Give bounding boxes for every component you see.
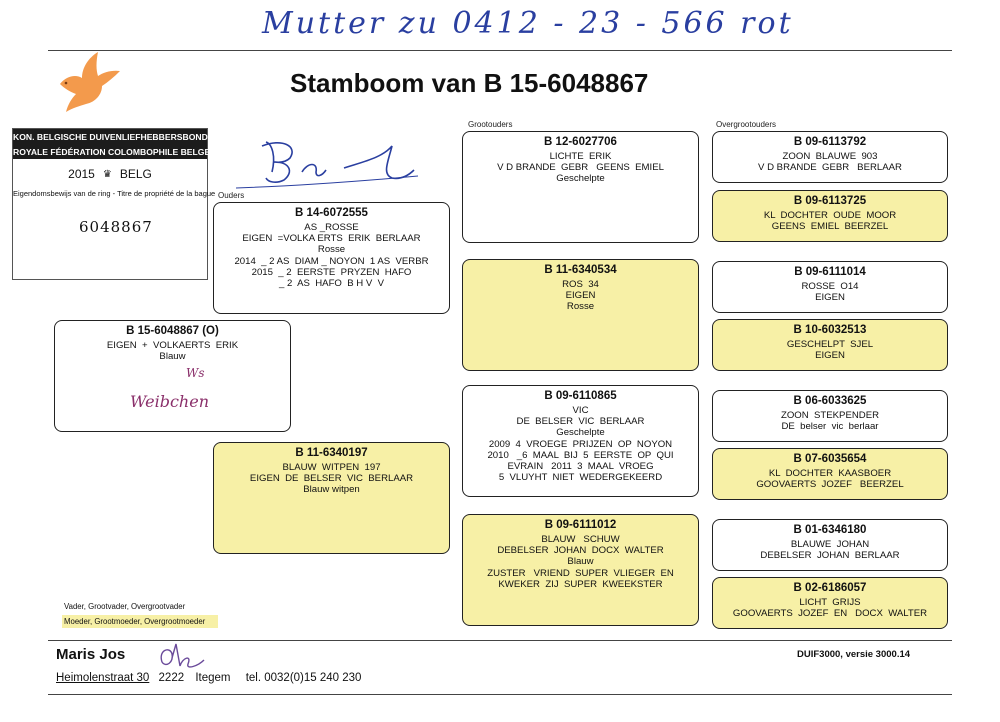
ring-number: 6048867 xyxy=(79,218,153,236)
pedigree-line: DEBELSER JOHAN DOCX WALTER xyxy=(497,545,664,557)
pedigree-line: AS _ROSSE xyxy=(304,222,359,233)
pedigree-ring: B 09-6113725 xyxy=(793,195,867,207)
pedigree-line: KWEKER ZIJ SUPER KWEEKSTER xyxy=(498,578,663,590)
pedigree-line: Geschelpte xyxy=(556,427,605,439)
pedigree-line: 2010 _6 MAAL BIJ 5 EERSTE OP QUI xyxy=(487,449,674,461)
pedigree-line: ROS 34 xyxy=(562,279,599,290)
pedigree-line: DE belser vic berlaar xyxy=(781,421,879,433)
great-grandparent-4[interactable] xyxy=(712,319,948,371)
pedigree-line: LICHT GRIJS xyxy=(799,597,861,608)
label-ouders: Ouders xyxy=(218,191,245,200)
pedigree-line: EIGEN xyxy=(565,290,596,302)
signature xyxy=(232,132,422,192)
software-version: DUIF3000, versie 3000.14 xyxy=(797,649,911,660)
pedigree-line: DEBELSER JOHAN BERLAAR xyxy=(760,550,900,562)
pedigree-line: EIGEN DE BELSER VIC BERLAAR xyxy=(249,473,414,485)
pedigree-line: V D BRANDE GEBR BERLAAR xyxy=(758,162,902,174)
pedigree-ring: B 07-6035654 xyxy=(793,453,867,465)
pedigree-ring: B 09-6110865 xyxy=(544,390,617,402)
label-grootouders: Grootouders xyxy=(468,120,513,129)
pedigree-ring: B 06-6033625 xyxy=(793,395,867,407)
pedigree-ring: B 01-6346180 xyxy=(793,524,867,536)
pedigree-line: EIGEN xyxy=(815,350,845,362)
pedigree-line: GOOVAERTS JOZEF BEERZEL xyxy=(756,479,904,491)
subject-card[interactable] xyxy=(54,320,291,432)
great-grandparent-7[interactable] xyxy=(712,519,948,571)
pedigree-line: V D BRANDE GEBR GEENS EMIEL xyxy=(497,162,664,174)
pedigree-line: BLAUW WITPEN 197 xyxy=(282,462,381,473)
pedigree-line: EVRAIN 2011 3 MAAL VROEG xyxy=(507,461,654,473)
pedigree-ring: B 11-6340197 xyxy=(295,447,368,459)
pedigree-line: Blauw witpen xyxy=(303,484,360,496)
great-grandparent-1[interactable] xyxy=(712,131,948,183)
pedigree-line: DE BELSER VIC BERLAAR xyxy=(516,416,645,428)
pedigree-line: GEENS EMIEL BEERZEL xyxy=(771,221,889,233)
ring-year: 2015 xyxy=(68,167,95,181)
handwritten-sex-note: Weibchen xyxy=(130,392,210,411)
ring-certificate xyxy=(12,128,216,280)
pedigree-line: KL DOCHTER KAASBOER xyxy=(768,468,892,479)
grandparent-maternal-grandmother[interactable] xyxy=(462,514,699,626)
pedigree-line: ZOON STEKPENDER xyxy=(780,410,880,421)
label-overgrootouders: Overgrootouders xyxy=(716,120,777,129)
great-grandparent-6[interactable] xyxy=(712,448,948,500)
pedigree-line: Rosse xyxy=(566,301,595,313)
pedigree-line: 2009 4 VROEGE PRIJZEN OP NOYON xyxy=(488,438,673,450)
pedigree-line: 2015 _ 2 EERSTE PRYZEN HAFO xyxy=(251,266,412,278)
pedigree-ring: B 09-6111012 xyxy=(544,519,617,531)
legend-female: Moeder, Grootmoeder, Overgrootmoeder xyxy=(62,615,218,628)
pedigree-line: ZOON BLAUWE 903 xyxy=(782,151,878,162)
ownership-caption: Eigendomsbewijs van de ring - Titre de propriété de la bague xyxy=(13,189,216,198)
subject-line: EIGEN + VOLKAERTS ERIK xyxy=(106,340,239,351)
footer-rule-bottom xyxy=(48,694,952,695)
parent-mother[interactable] xyxy=(213,442,450,554)
parent-father[interactable] xyxy=(213,202,450,314)
pedigree-line: VIC xyxy=(572,405,589,416)
grandparent-maternal-grandfather[interactable] xyxy=(462,385,699,497)
federation-name-fr: ROYALE FÉDÉRATION COLOMBOPHILE BELGE xyxy=(13,144,207,159)
subject-ring: B 15-6048867 (O) xyxy=(126,325,219,337)
breeder-name: Maris Jos xyxy=(56,646,126,663)
federation-name-nl: KON. BELGISCHE DUIVENLIEFHEBBERSBOND xyxy=(13,129,207,144)
great-grandparent-5[interactable] xyxy=(712,390,948,442)
ring-country: BELG xyxy=(119,167,152,181)
pedigree-line: Geschelpte xyxy=(556,173,605,185)
pedigree-line: LICHTE ERIK xyxy=(549,151,612,162)
subject-line: Blauw xyxy=(159,351,186,363)
pedigree-line: BLAUWE JOHAN xyxy=(790,539,870,550)
street: Heimolenstraat 30 xyxy=(56,672,150,684)
great-grandparent-8[interactable] xyxy=(712,577,948,629)
breeder-address xyxy=(56,672,361,684)
pedigree-line: Rosse xyxy=(317,244,346,256)
pedigree-ring: B 10-6032513 xyxy=(793,324,867,336)
pedigree-line: GOOVAERTS JOZEF EN DOCX WALTER xyxy=(732,608,928,620)
pedigree-ring: B 02-6186057 xyxy=(793,582,867,594)
top-rule xyxy=(48,50,952,51)
pedigree-line: KL DOCHTER OUDE MOOR xyxy=(763,210,897,221)
pedigree-line: ZUSTER VRIEND SUPER VLIEGER EN xyxy=(487,567,674,579)
handwritten-note: Mutter zu 0412 - 23 - 566 rot xyxy=(262,6,794,41)
pedigree-ring: B 14-6072555 xyxy=(295,207,368,219)
great-grandparent-2[interactable] xyxy=(712,190,948,242)
grandparent-paternal-grandmother[interactable] xyxy=(462,259,699,371)
pedigree-line: EIGEN xyxy=(815,292,845,304)
breeder-signature xyxy=(148,640,218,672)
pedigree-line: Blauw xyxy=(567,556,594,568)
phone: tel. 0032(0)15 240 230 xyxy=(245,672,362,684)
crown-icon: ♛ xyxy=(102,168,112,180)
postcode: 2222 xyxy=(158,672,185,684)
dove-logo-icon xyxy=(52,50,122,112)
pedigree-line: EIGEN =VOLKA ERTS ERIK BERLAAR xyxy=(242,233,421,245)
great-grandparent-3[interactable] xyxy=(712,261,948,313)
handwritten-color-note: Ws xyxy=(186,366,205,380)
pedigree-ring: B 12-6027706 xyxy=(544,136,617,148)
city: Itegem xyxy=(195,672,231,684)
pedigree-line: BLAUW SCHUW xyxy=(541,534,620,545)
grandparent-paternal-grandfather[interactable] xyxy=(462,131,699,243)
pedigree-line: _ 2 AS HAFO B H V V xyxy=(278,278,385,290)
pedigree-line: 2014 _ 2 AS DIAM _ NOYON 1 AS VERBR xyxy=(234,255,429,267)
pedigree-line: 5 VLUYHT NIET WEDERGEKEERD xyxy=(498,472,663,484)
pedigree-ring: B 09-6111014 xyxy=(794,266,866,278)
page-title: Stamboom van B 15-6048867 xyxy=(290,68,649,98)
pedigree-ring: B 11-6340534 xyxy=(544,264,617,276)
legend-male: Vader, Grootvader, Overgrootvader xyxy=(64,602,186,611)
pedigree-ring: B 09-6113792 xyxy=(793,136,867,148)
pedigree-line: GESCHELPT SJEL xyxy=(786,339,874,350)
pedigree-line: ROSSE O14 xyxy=(801,281,859,292)
